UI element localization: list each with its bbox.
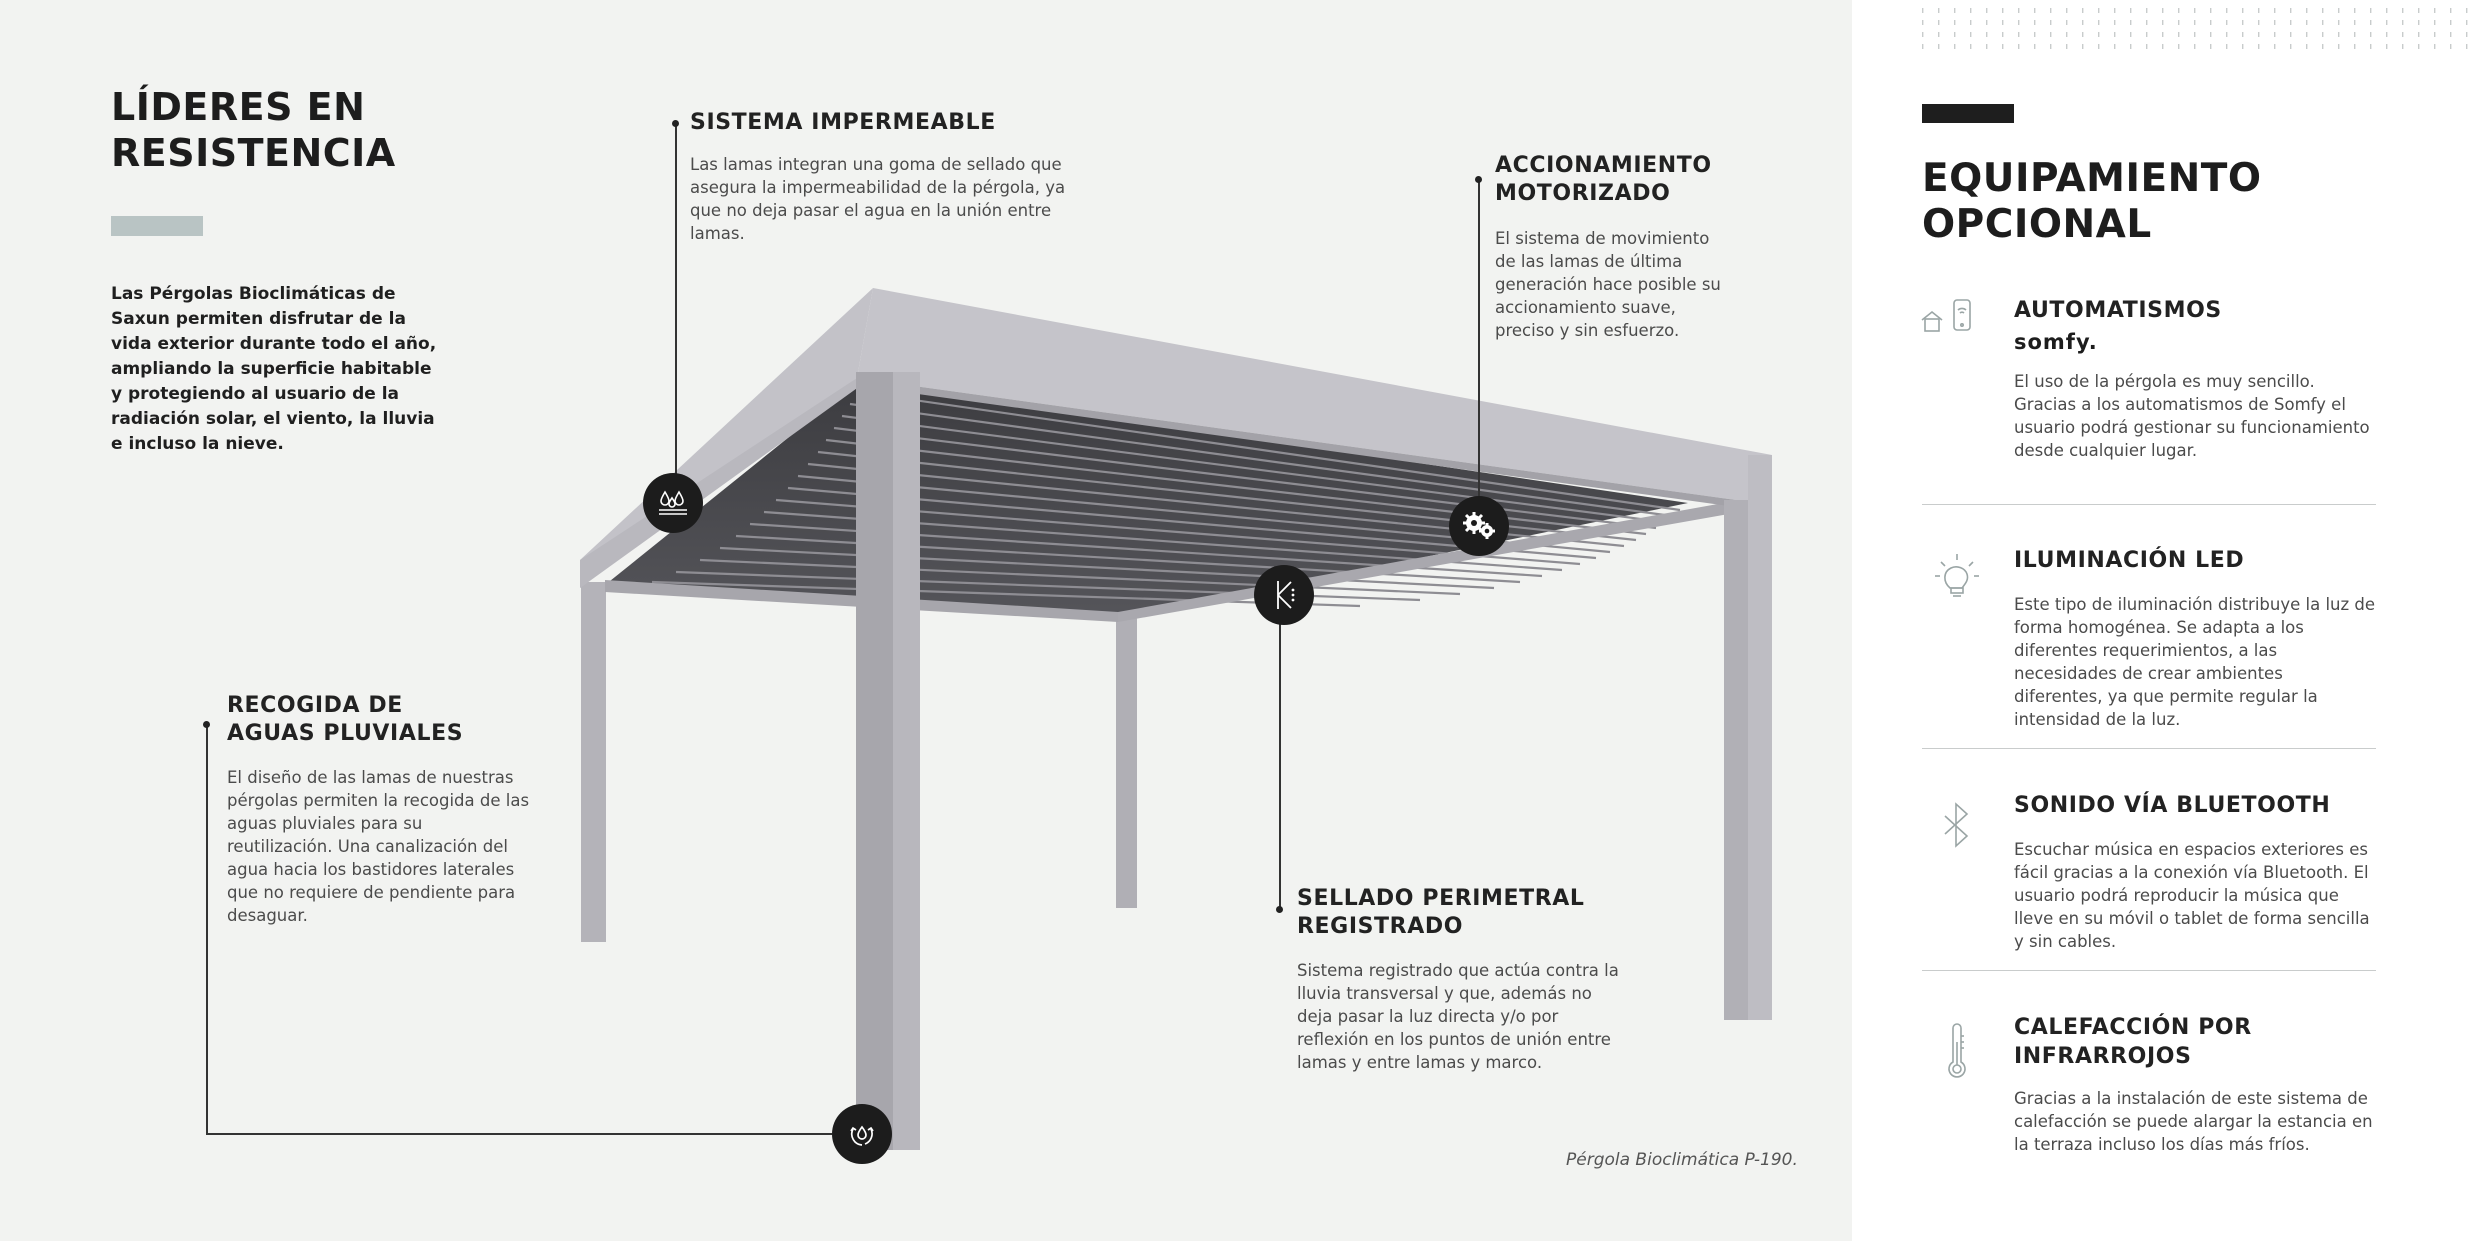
option-desc-led: Este tipo de iluminación distribuye la luz de forma homogénea. Se adapta a los diferentes requerimientos, a las necesidades de crear ambientes diferentes, ya que permite regular la intensidad de la luz.: [2014, 595, 2376, 729]
connector-dot: [1475, 176, 1482, 183]
water-recycle-icon: [832, 1104, 892, 1164]
connector-pluviales-v: [206, 725, 208, 1135]
somfy-logo: somfy.: [2014, 330, 2098, 354]
connector-sellado: [1279, 620, 1281, 910]
bluetooth-icon: [1927, 800, 1989, 862]
page-title: [111, 84, 396, 176]
feature-title-impermeable: SISTEMA IMPERMEABLE: [690, 110, 996, 135]
accent-bar-dark: [1922, 104, 2014, 123]
page-title-line1: LÍDERES EN: [111, 85, 366, 129]
accent-bar: [111, 216, 203, 236]
connector-impermeable: [675, 122, 677, 474]
option-desc-automatismos: El uso de la pérgola es muy sencillo. Gracias a los automatismos de Somfy el usuario podrá gestionar su funcionamiento desde cualquier lugar.: [2014, 372, 2370, 460]
feature-desc-sellado: Sistema registrado que actúa contra la lluvia transversal y que, además no deja pasar la luz directa y/o por reflexión en los puntos de unión entre lamas y entre lamas y marco.: [1297, 961, 1619, 1072]
smart-home-icon: [1918, 296, 1980, 358]
feature-desc-pluviales: El diseño de las lamas de nuestras pérgolas permiten la recogida de las aguas pluviales para su reutilización. Una canalización del agua hacia los bastidores laterales que no requiere de pendiente para desaguar.: [227, 768, 530, 925]
thermometer-icon: [1927, 1022, 1989, 1084]
option-desc-calefaccion: Gracias a la instalación de este sistema de calefacción se puede alargar la estancia en la terraza incluso los días más fríos.: [2014, 1089, 2373, 1154]
separator: [1922, 504, 2376, 505]
connector-dot: [1276, 906, 1283, 913]
optional-equipment-title: EQUIPAMIENTO OPCIONAL: [1922, 156, 2262, 247]
feature-desc-motorizado: El sistema de movimiento de las lamas de última generación hace posible su accionamiento suave, preciso y sin esfuerzo.: [1495, 229, 1721, 340]
separator: [1922, 970, 2376, 971]
option-title-bluetooth: SONIDO VÍA BLUETOOTH: [2014, 793, 2331, 818]
connector-motorizado: [1478, 178, 1480, 500]
light-bulb-icon: [1927, 550, 1989, 612]
water-drops-icon: [643, 473, 703, 533]
option-title-automatismos: AUTOMATISMOS: [2014, 298, 2222, 323]
feature-title-sellado: SELLADO PERIMETRAL REGISTRADO: [1297, 886, 1585, 939]
option-title-calefaccion: CALEFACCIÓN POR INFRARROJOS: [2014, 1015, 2252, 1069]
seal-icon: [1254, 565, 1314, 625]
connector-dot: [203, 721, 210, 728]
option-title-led: ILUMINACIÓN LED: [2014, 548, 2245, 573]
connector-dot: [672, 120, 679, 127]
separator: [1922, 748, 2376, 749]
image-caption: Pérgola Bioclimática P-190.: [1566, 1150, 1798, 1170]
option-desc-bluetooth: Escuchar música en espacios exteriores es fácil gracias a la conexión vía Bluetooth. El usuario podrá reproducir la música que lleve en su móvil o tablet de forma sencilla y sin cables.: [2014, 840, 2370, 951]
connector-pluviales-h: [206, 1133, 832, 1135]
page-title-line2: RESISTENCIA: [111, 131, 396, 175]
feature-title-pluviales: RECOGIDA DE AGUAS PLUVIALES: [227, 693, 464, 746]
decorative-dot-pattern: [1922, 8, 2481, 52]
intro-text: Las Pérgolas Bioclimáticas de Saxun permiten disfrutar de la vida exterior durante todo el año, ampliando la superficie habitable y protegiendo al usuario de la radiación solar, el viento, la lluvia e incluso la nieve.: [111, 284, 437, 454]
feature-desc-impermeable: Las lamas integran una goma de sellado que asegura la impermeabilidad de la pérgola, ya que no deja pasar el agua en la unión entre lamas.: [690, 155, 1066, 243]
gears-icon: [1449, 496, 1509, 556]
feature-title-motorizado: ACCIONAMIENTO MOTORIZADO: [1495, 153, 1712, 206]
